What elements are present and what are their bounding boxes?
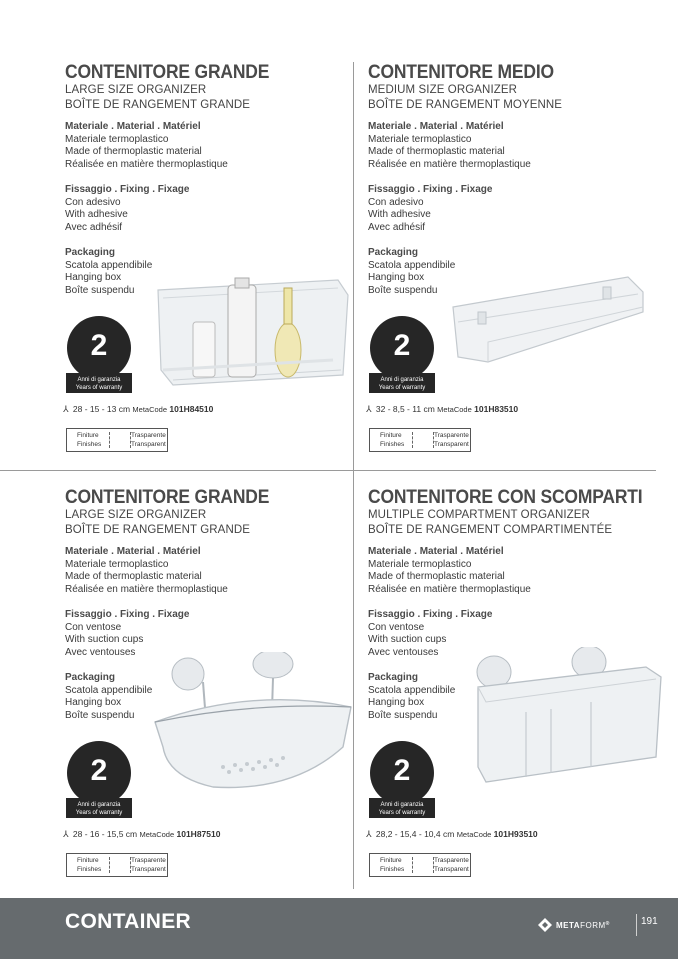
product-subtitle-en: LARGE SIZE ORGANIZER [65, 509, 207, 521]
packaging-section [65, 247, 152, 297]
fixing-line: Con ventose [368, 621, 425, 633]
finishes-value [131, 857, 166, 874]
packaging-section [368, 247, 455, 297]
material-heading: Materiale . Material . Matériel [65, 546, 201, 557]
material-line: Made of thermoplastic material [368, 571, 505, 582]
metacode-value: 101H84510 [169, 404, 214, 414]
dimensions-value: 28,2 - 15,4 - 10,4 cm [375, 829, 455, 839]
packaging-line: Boîte suspendu [65, 709, 135, 721]
finishes-value [434, 432, 469, 449]
product-image [466, 647, 666, 792]
footer-bar [0, 898, 678, 959]
finishes-label [380, 857, 404, 874]
product-subtitle-fr: BOÎTE DE RANGEMENT COMPARTIMENTÉE [368, 524, 613, 536]
packaging-line: Boîte suspendu [65, 284, 135, 296]
material-section [65, 121, 228, 171]
product-subtitle-en: MEDIUM SIZE ORGANIZER [368, 84, 518, 96]
brand-name [556, 921, 610, 930]
finishes-label [380, 432, 404, 449]
finish-value-it: Trasparente [131, 857, 166, 864]
fixing-heading: Fissaggio . Fixing . Fixage [65, 609, 190, 620]
warranty-label-en: Years of warranty [75, 810, 123, 816]
dimension-icon: ⅄ [63, 404, 69, 414]
packaging-section [368, 672, 455, 722]
packaging-line: Hanging box [368, 272, 425, 283]
metaform-logo-icon [538, 918, 552, 932]
packaging-line: Hanging box [368, 697, 425, 708]
finishes-label [77, 857, 101, 874]
material-line: Materiale termoplastico [65, 133, 169, 145]
fixing-line: With suction cups [65, 634, 144, 645]
material-line: Réalisée en matière thermoplastique [368, 583, 531, 595]
material-section [65, 546, 228, 596]
dimension-icon: ⅄ [366, 829, 372, 839]
metaform-logo [538, 917, 610, 933]
packaging-section [65, 672, 152, 722]
finishes-box [66, 853, 168, 877]
finishes-label-it: Finiture [77, 857, 99, 864]
packaging-line: Boîte suspendu [368, 284, 438, 296]
page-number: 191 [641, 916, 658, 927]
product-image [153, 260, 353, 395]
brand-bold: META [556, 920, 581, 930]
finish-swatch [412, 432, 434, 448]
dimensions-line [366, 404, 518, 415]
material-line: Materiale termoplastico [368, 133, 472, 145]
material-heading: Materiale . Material . Matériel [368, 121, 504, 132]
warranty-badge: 2 [370, 316, 434, 380]
brand-mark: ® [605, 920, 610, 927]
finish-value-en: Transparent [131, 440, 166, 448]
finishes-label-en: Finishes [77, 440, 102, 448]
material-line: Made of thermoplastic material [65, 146, 202, 157]
product-title: CONTENITORE CON SCOMPARTI [368, 487, 643, 508]
fixing-heading: Fissaggio . Fixing . Fixage [368, 184, 493, 195]
dimensions-value: 28 - 16 - 15,5 cm [72, 829, 138, 839]
finish-swatch [109, 857, 131, 873]
fixing-line: With adhesive [65, 209, 128, 220]
dimensions-value: 32 - 8,5 - 11 cm [375, 404, 435, 414]
warranty-label-it: Anni di garanzia [380, 377, 424, 383]
product-subtitle-fr: BOÎTE DE RANGEMENT GRANDE [65, 524, 251, 536]
packaging-line: Hanging box [65, 272, 122, 283]
brand-thin: FORM [580, 920, 606, 930]
metacode-label: MetaCode [139, 830, 175, 839]
finishes-value [131, 432, 166, 449]
product-image [153, 652, 353, 797]
warranty-label [369, 373, 435, 393]
fixing-section [368, 184, 492, 234]
finishes-label [77, 432, 101, 449]
fixing-heading: Fissaggio . Fixing . Fixage [368, 609, 493, 620]
dimensions-line [63, 829, 220, 840]
material-heading: Materiale . Material . Matériel [65, 121, 201, 132]
fixing-line: With adhesive [368, 209, 431, 220]
fixing-line: Avec ventouses [368, 646, 439, 658]
metacode-value: 101H93510 [493, 829, 538, 839]
fixing-line: Avec adhésif [368, 221, 426, 233]
finish-value-it: Trasparente [131, 432, 166, 439]
packaging-heading: Packaging [368, 247, 419, 258]
finish-swatch [109, 432, 131, 448]
page-number-divider [636, 914, 637, 936]
finishes-box [369, 853, 471, 877]
material-line: Made of thermoplastic material [65, 571, 202, 582]
metacode-value: 101H87510 [176, 829, 221, 839]
metacode-label: MetaCode [437, 405, 472, 414]
metacode-value: 101H83510 [474, 404, 519, 414]
warranty-label-it: Anni di garanzia [77, 802, 121, 808]
packaging-line: Scatola appendibile [368, 259, 456, 271]
finishes-box [369, 428, 471, 452]
product-title: CONTENITORE GRANDE [65, 62, 270, 83]
dimension-icon: ⅄ [63, 829, 69, 839]
packaging-line: Hanging box [65, 697, 122, 708]
finishes-label-it: Finiture [380, 857, 402, 864]
warranty-badge: 2 [67, 316, 131, 380]
packaging-heading: Packaging [65, 247, 116, 258]
fixing-line: Con adesivo [368, 196, 424, 208]
metacode-label: MetaCode [456, 830, 492, 839]
footer-section-title: CONTAINER [65, 910, 191, 933]
packaging-heading: Packaging [368, 672, 419, 683]
finish-value-en: Transparent [434, 865, 469, 873]
product-subtitle-en: LARGE SIZE ORGANIZER [65, 84, 207, 96]
warranty-label [369, 798, 435, 818]
packaging-line: Boîte suspendu [368, 709, 438, 721]
material-section [368, 121, 531, 171]
material-line: Réalisée en matière thermoplastique [65, 158, 228, 170]
packaging-line: Scatola appendibile [368, 684, 456, 696]
product-card [65, 62, 365, 472]
packaging-line: Scatola appendibile [65, 259, 153, 271]
finishes-label-en: Finishes [77, 865, 102, 873]
material-line: Réalisée en matière thermoplastique [368, 158, 531, 170]
warranty-label [66, 373, 132, 393]
product-title: CONTENITORE GRANDE [65, 487, 270, 508]
packaging-line: Scatola appendibile [65, 684, 153, 696]
warranty-label-en: Years of warranty [75, 385, 123, 391]
product-subtitle-fr: BOÎTE DE RANGEMENT GRANDE [65, 99, 251, 111]
product-card [368, 487, 668, 897]
finish-value-it: Trasparente [434, 857, 469, 864]
product-card [65, 487, 365, 897]
material-line: Materiale termoplastico [368, 558, 472, 570]
finish-value-en: Transparent [131, 865, 166, 873]
material-section [368, 546, 531, 596]
dimensions-value: 28 - 15 - 13 cm [72, 404, 131, 414]
dimension-icon: ⅄ [366, 404, 372, 414]
finish-value-en: Transparent [434, 440, 469, 448]
warranty-label [66, 798, 132, 818]
product-subtitle-fr: BOÎTE DE RANGEMENT MOYENNE [368, 99, 563, 111]
dimensions-line [63, 404, 213, 415]
warranty-badge: 2 [67, 741, 131, 805]
packaging-heading: Packaging [65, 672, 116, 683]
product-card [368, 62, 668, 472]
finish-swatch [412, 857, 434, 873]
finishes-label-en: Finishes [380, 865, 405, 873]
finish-value-it: Trasparente [434, 432, 469, 439]
product-title: CONTENITORE MEDIO [368, 62, 554, 83]
material-line: Made of thermoplastic material [368, 146, 505, 157]
fixing-line: Avec adhésif [65, 221, 123, 233]
fixing-section [65, 184, 189, 234]
finishes-value [434, 857, 469, 874]
finishes-label-en: Finishes [380, 440, 405, 448]
warranty-badge: 2 [370, 741, 434, 805]
finishes-box [66, 428, 168, 452]
warranty-label-en: Years of warranty [378, 385, 426, 391]
warranty-label-it: Anni di garanzia [77, 377, 121, 383]
dimensions-line [366, 829, 538, 840]
material-line: Réalisée en matière thermoplastique [65, 583, 228, 595]
fixing-line: With suction cups [368, 634, 447, 645]
finishes-label-it: Finiture [380, 432, 402, 439]
fixing-heading: Fissaggio . Fixing . Fixage [65, 184, 190, 195]
fixing-line: Con ventose [65, 621, 122, 633]
warranty-label-it: Anni di garanzia [380, 802, 424, 808]
fixing-line: Avec ventouses [65, 646, 136, 658]
material-line: Materiale termoplastico [65, 558, 169, 570]
finishes-label-it: Finiture [77, 432, 99, 439]
product-image [448, 262, 648, 387]
material-heading: Materiale . Material . Matériel [368, 546, 504, 557]
product-subtitle-en: MULTIPLE COMPARTMENT ORGANIZER [368, 509, 590, 521]
fixing-line: Con adesivo [65, 196, 121, 208]
warranty-label-en: Years of warranty [378, 810, 426, 816]
metacode-label: MetaCode [132, 405, 168, 414]
